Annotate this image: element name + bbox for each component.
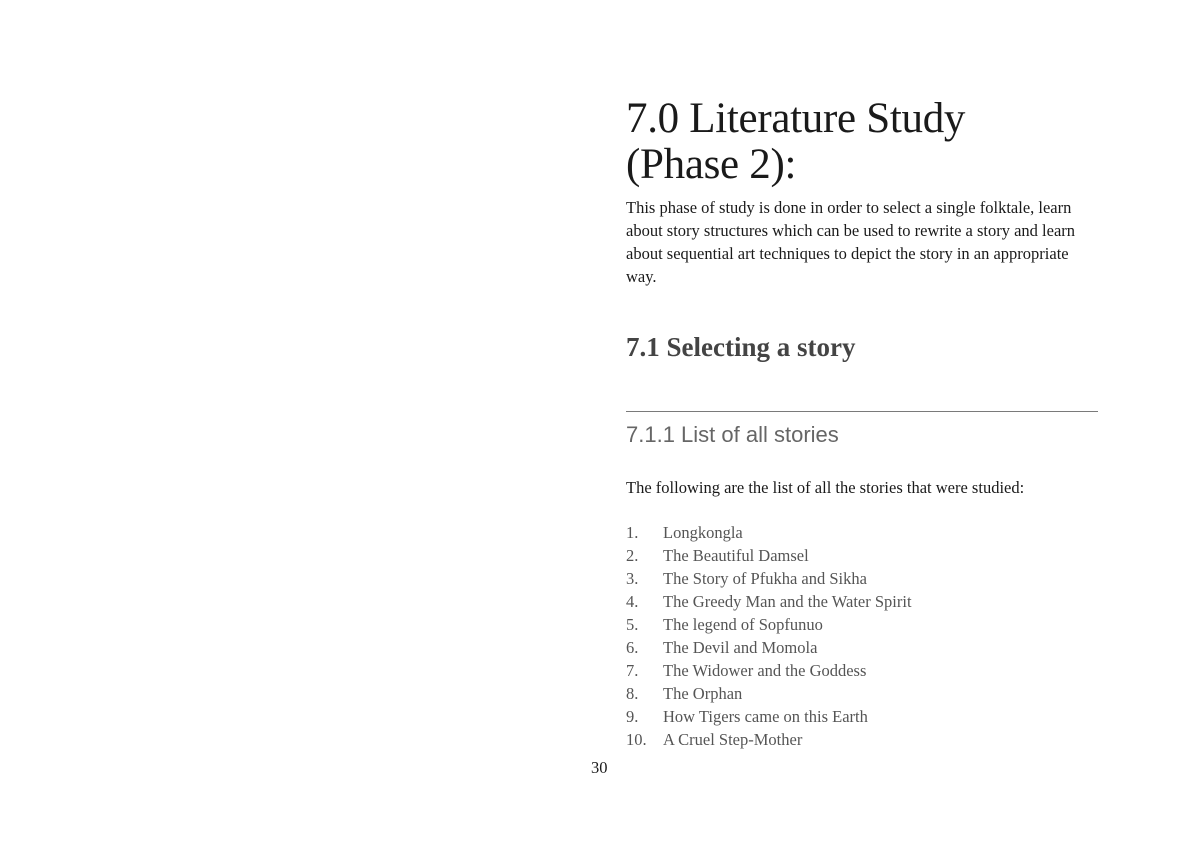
page-content (626, 96, 1098, 751)
section-title: 7.1 Selecting a story (626, 332, 856, 362)
list-lead-text: The following are the list of all the stories that were studied: (626, 478, 1025, 497)
list-item (626, 705, 1098, 728)
list-item (626, 567, 1098, 590)
list-item (626, 682, 1098, 705)
list-item-number: 6. (626, 638, 639, 657)
chapter-intro: This phase of study is done in order to select a single folktale, learn about story structures which can be used to rewrite a story and learn about sequential art techniques to depict the story in an appropriate way. (626, 198, 1076, 286)
list-item-number: 4. (626, 592, 639, 611)
chapter-title-line-2: (Phase 2): (626, 141, 797, 188)
chapter-title-line-1: 7.0 Literature Study (626, 95, 966, 142)
page-number: 30 (591, 758, 608, 777)
list-item (626, 728, 1098, 751)
list-item-title: The Widower and the Goddess (663, 661, 867, 680)
list-item-title: The Greedy Man and the Water Spirit (663, 592, 912, 611)
list-item-number: 9. (626, 707, 639, 726)
list-item-number: 5. (626, 615, 639, 634)
list-item (626, 544, 1098, 567)
list-item-title: Longkongla (663, 523, 743, 542)
list-item-title: The Story of Pfukha and Sikha (663, 569, 867, 588)
list-item-number: 8. (626, 684, 639, 703)
list-item-number: 10. (626, 730, 647, 749)
story-list (626, 521, 1098, 751)
list-item (626, 636, 1098, 659)
list-item-title: A Cruel Step-Mother (663, 730, 803, 749)
list-item-title: The Orphan (663, 684, 743, 703)
chapter-title (626, 96, 1098, 188)
list-item-title: The Beautiful Damsel (663, 546, 809, 565)
list-item-title: The Devil and Momola (663, 638, 818, 657)
list-item (626, 590, 1098, 613)
list-item-number: 7. (626, 661, 639, 680)
list-item-number: 3. (626, 569, 639, 588)
list-item-number: 2. (626, 546, 639, 565)
list-item (626, 659, 1098, 682)
list-item-title: How Tigers came on this Earth (663, 707, 868, 726)
list-item (626, 613, 1098, 636)
list-item (626, 521, 1098, 544)
list-item-number: 1. (626, 523, 639, 542)
subsection-title: 7.1.1 List of all stories (626, 422, 839, 447)
list-item-title: The legend of Sopfunuo (663, 615, 823, 634)
subsection-divider (626, 411, 1098, 412)
